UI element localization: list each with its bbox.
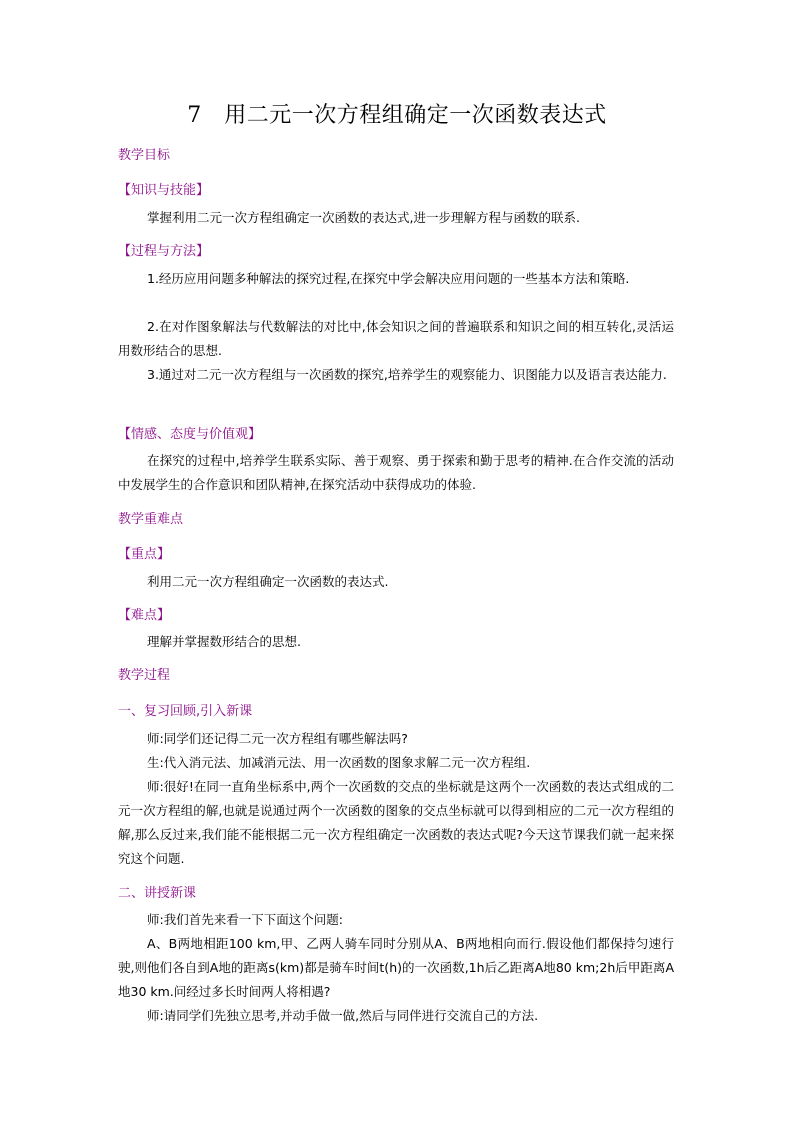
paragraph-review-2: 生:代入消元法、加减消元法、用一次函数的图象求解二元一次方程组. bbox=[147, 755, 531, 770]
subheading-knowledge-skills: 【知识与技能】 bbox=[118, 183, 210, 198]
subheading-attitude: 【情感、态度与价值观】 bbox=[118, 427, 262, 442]
subheading-key-point: 【重点】 bbox=[118, 547, 171, 562]
paragraph-new-2: A、B两地相距100 km,甲、乙两人骑车同时分别从A、B两地相向而行.假设他们都保持匀速行驶,则他们各自到A地的距离s(km)都是骑车时间t(h)的一次函数,1h后乙距离A地80 km;2h后甲距离A地30 km.问经过多长时间两人将相遇? bbox=[118, 936, 674, 999]
paragraph-process-3: 3.通过对二元一次方程组与一次函数的探究,培养学生的观察能力、识图能力以及语言表达能力. bbox=[147, 367, 667, 382]
paragraph-process-2: 2.在对作图象解法与代数解法的对比中,体会知识之间的普遍联系和知识之间的相互转化,灵活运用数形结合的思想. bbox=[118, 319, 674, 358]
paragraph-new-3: 师:请同学们先独立思考,并动手做一做,然后与同伴进行交流自己的方法. bbox=[147, 1008, 539, 1023]
paragraph-process-1: 1.经历应用问题多种解法的探究过程,在探究中学会解决应用问题的一些基本方法和策略. bbox=[147, 271, 630, 286]
paragraph-new-1: 师:我们首先来看一下下面这个问题: bbox=[147, 912, 343, 927]
paragraph-difficult-point: 理解并掌握数形结合的思想. bbox=[147, 634, 301, 649]
subheading-difficult-point: 【难点】 bbox=[118, 608, 171, 623]
paragraph-review-1: 师:同学们还记得二元一次方程组有哪些解法吗? bbox=[147, 731, 408, 746]
subheading-new-lesson: 二、讲授新课 bbox=[118, 886, 197, 901]
subheading-process-methods: 【过程与方法】 bbox=[118, 244, 210, 259]
paragraph-knowledge-skills: 掌握利用二元一次方程组确定一次函数的表达式,进一步理解方程与函数的联系. bbox=[147, 210, 580, 225]
paragraph-review-3: 师:很好!在同一直角坐标系中,两个一次函数的交点的坐标就是这两个一次函数的表达式组成的二元一次方程组的解,也就是说通过两个一次函数的图象的交点坐标就可以得到相应的二元一次方程组的解,那么反过来,我们能不能根据二元一次方程组确定一次函数的表达式呢?今天这节课我们就一起来探究这个问题. bbox=[118, 779, 674, 866]
paragraph-attitude: 在探究的过程中,培养学生联系实际、善于观察、勇于探索和勤于思考的精神.在合作交流的活动中发展学生的合作意识和团队精神,在探究活动中获得成功的体验. bbox=[118, 453, 674, 492]
section-heading-key-difficult: 教学重难点 bbox=[118, 512, 184, 527]
section-heading-teaching-process: 教学过程 bbox=[118, 668, 171, 683]
subheading-review: 一、复习回顾,引入新课 bbox=[118, 704, 253, 719]
page-title: 7 用二元一次方程组确定一次函数表达式 bbox=[187, 103, 607, 128]
paragraph-key-point: 利用二元一次方程组确定一次函数的表达式. bbox=[147, 574, 389, 589]
section-heading-objectives: 教学目标 bbox=[118, 148, 171, 163]
